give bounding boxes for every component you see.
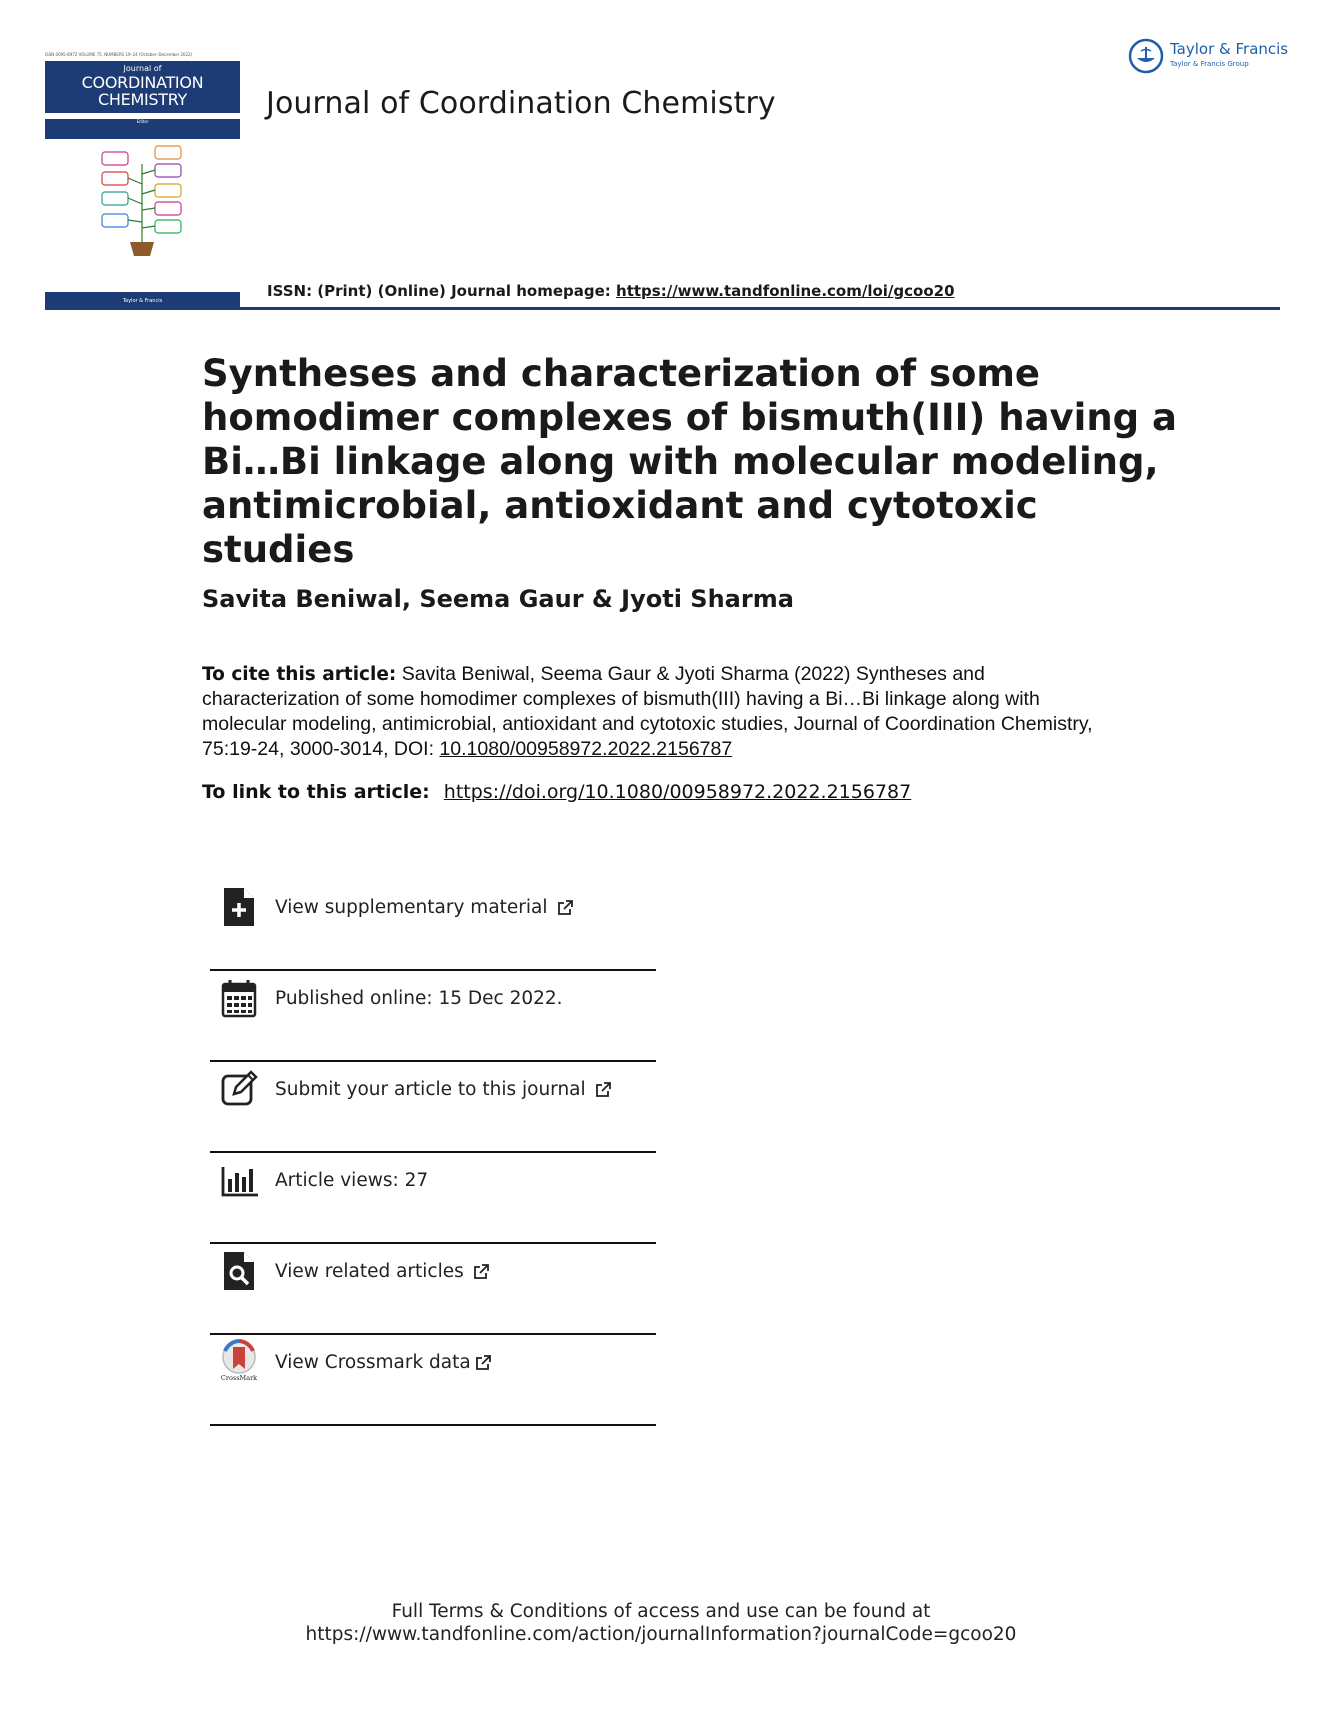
issn-line (267, 282, 955, 300)
crossmark-icon (220, 1339, 258, 1381)
publisher-logo-icon (1128, 38, 1164, 74)
article-title: Syntheses and characterization of some homodimer complexes of bismuth(III) having a Bi…Bi linkage along with molecular modeling, antimicrobial, antioxidant and cytotoxic studies (202, 352, 1178, 571)
published-label: Published online: 15 Dec 2022. (275, 988, 563, 1009)
submit-row[interactable] (210, 1062, 656, 1153)
cover-title-line2: CHEMISTRY (98, 90, 187, 109)
published-row (210, 971, 656, 1062)
related-row[interactable] (210, 1244, 656, 1335)
file-plus-icon (220, 886, 258, 928)
crossmark-label: View Crossmark data (275, 1352, 471, 1373)
citation-block (202, 662, 1122, 762)
journal-title: Journal of Coordination Chemistry (266, 86, 776, 121)
article-info-list (210, 880, 656, 1426)
publisher-group: Taylor & Francis Group (1170, 60, 1249, 68)
views-label: Article views: 27 (275, 1170, 429, 1191)
supplementary-label: View supplementary material (275, 897, 548, 918)
article-authors: Savita Beniwal, Seema Gaur & Jyoti Sharma (202, 585, 794, 613)
cover-title-band (45, 61, 240, 113)
article-link-line (202, 781, 911, 803)
crossmark-logo-text: CrossMark (220, 1374, 258, 1381)
terms-line1: Full Terms & Conditions of access and use can be found at (391, 1601, 931, 1622)
related-label: View related articles (275, 1261, 464, 1282)
supplementary-text (275, 897, 574, 918)
crossmark-text (275, 1352, 492, 1373)
crossmark-row[interactable] (210, 1335, 656, 1426)
article-link-label: To link to this article: (202, 781, 430, 803)
submit-label: Submit your article to this journal (275, 1079, 586, 1100)
views-text (275, 1170, 428, 1191)
terms-footer (0, 1600, 1322, 1646)
issn-label: ISSN: (Print) (Online) Journal homepage: (267, 282, 611, 300)
publisher-logo[interactable] (1128, 38, 1288, 78)
header-divider (45, 307, 1280, 310)
cover-artwork (100, 144, 185, 259)
related-text (275, 1261, 490, 1282)
views-row (210, 1153, 656, 1244)
citation-label: To cite this article: (202, 664, 397, 685)
journal-homepage-link[interactable]: https://www.tandfonline.com/loi/gcoo20 (616, 282, 955, 300)
submit-text (275, 1079, 612, 1100)
cover-editor-bar: Editor (45, 119, 240, 139)
external-link-icon (594, 1081, 612, 1099)
cover-subtitle: Journal of (123, 64, 162, 73)
file-search-icon (220, 1250, 258, 1292)
calendar-icon (220, 977, 258, 1019)
journal-cover (45, 52, 240, 310)
external-link-icon (472, 1263, 490, 1281)
edit-icon (220, 1068, 258, 1110)
article-doi-link[interactable]: https://doi.org/10.1080/00958972.2022.2156787 (443, 781, 912, 803)
cover-publisher: Taylor & Francis (122, 298, 163, 304)
cover-title-line1: COORDINATION (81, 73, 204, 92)
cover-issn-line: ISSN 0095-8972 VOLUME 75, NUMBERS 19–24 (October–December 2022) (45, 52, 193, 57)
bar-chart-icon (220, 1159, 258, 1201)
publisher-name: Taylor & Francis (1170, 40, 1289, 58)
external-link-icon (556, 899, 574, 917)
external-link-icon (474, 1354, 492, 1372)
terms-url[interactable]: https://www.tandfonline.com/action/journalInformation?journalCode=gcoo20 (305, 1624, 1017, 1645)
citation-doi-link[interactable]: 10.1080/00958972.2022.2156787 (439, 738, 733, 760)
published-text (275, 988, 563, 1009)
supplementary-row[interactable] (210, 880, 656, 971)
citation-text: Savita Beniwal, Seema Gaur & Jyoti Sharma (2022) Syntheses and characterization of some homodimer complexes of bismuth(III) having a Bi…Bi linkage along with molecular modeling, antimicrobial, antioxidant and cytotoxic studies, Journal of Coordination Chemistry, 75:19-24, 3000-3014, DOI: (202, 663, 1093, 760)
